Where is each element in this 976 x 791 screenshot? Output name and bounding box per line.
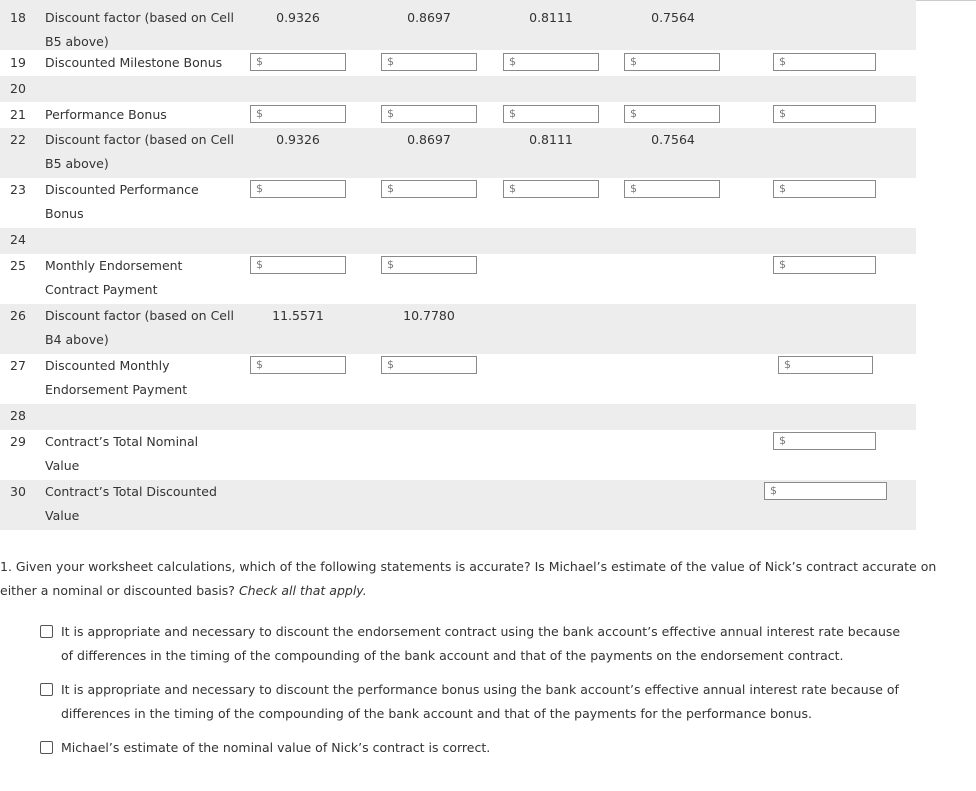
row-number: 19 — [10, 55, 26, 70]
table-row — [0, 0, 916, 50]
amount-input[interactable]: $ — [773, 180, 876, 198]
amount-input[interactable]: $ — [250, 180, 346, 198]
amount-input[interactable]: $ — [250, 53, 346, 71]
row-number: 29 — [10, 434, 26, 449]
question-instruction: Check all that apply. — [238, 583, 367, 598]
table-row — [0, 102, 916, 128]
row-number: 27 — [10, 358, 26, 373]
option-nominal-estimate[interactable] — [40, 736, 920, 760]
row-label: Performance Bonus — [45, 107, 167, 122]
amount-input[interactable]: $ — [503, 105, 599, 123]
amount-input[interactable]: $ — [250, 356, 346, 374]
amount-input[interactable]: $ — [624, 105, 720, 123]
table-row — [0, 76, 916, 102]
amount-input[interactable]: $ — [778, 356, 873, 374]
table-row — [0, 50, 916, 76]
table-row — [0, 480, 916, 530]
checkbox[interactable] — [40, 683, 53, 696]
table-row — [0, 354, 916, 404]
row-number: 28 — [10, 408, 26, 423]
amount-input[interactable]: $ — [250, 105, 346, 123]
row-number: 23 — [10, 182, 26, 197]
discount-factor-value: 0.8697 — [407, 132, 451, 147]
amount-input[interactable]: $ — [764, 482, 887, 500]
discount-factor-value: 0.7564 — [651, 10, 695, 25]
table-row — [0, 128, 916, 178]
row-label: Discounted Monthly Endorsement Payment — [45, 358, 188, 397]
amount-input[interactable]: $ — [381, 180, 477, 198]
row-label: Contract’s Total Nominal Value — [45, 434, 199, 473]
option-text: It is appropriate and necessary to discount the endorsement contract using the bank account’s effective annual interest rate because of differences in the timing of the compounding of the bank account and that of the payments on the endorsement contract. — [61, 624, 901, 663]
row-label: Discount factor (based on Cell B5 above) — [45, 10, 234, 49]
amount-input[interactable]: $ — [624, 53, 720, 71]
row-number: 18 — [10, 10, 26, 25]
row-label: Discounted Milestone Bonus — [45, 55, 223, 70]
option-text: It is appropriate and necessary to discount the performance bonus using the bank account’s effective annual interest rate because of differences in the timing of the compounding of the bank account and that of the payments for the performance bonus. — [61, 682, 899, 721]
amount-input[interactable]: $ — [773, 256, 876, 274]
amount-input[interactable]: $ — [381, 256, 477, 274]
question-text: 1. Given your worksheet calculations, which of the following statements is accurate? Is Michael’s estimate of the value of Nick’s contract accurate on either a nominal or discounted basis? — [0, 559, 937, 598]
discount-factor-value: 0.8697 — [407, 10, 451, 25]
question-prompt — [0, 555, 960, 603]
amount-input[interactable]: $ — [381, 53, 477, 71]
discount-factor-value: 10.7780 — [403, 308, 455, 323]
discount-factor-value: 0.7564 — [651, 132, 695, 147]
table-row — [0, 404, 916, 430]
amount-input[interactable]: $ — [503, 180, 599, 198]
table-row — [0, 228, 916, 254]
discount-factor-value: 11.5571 — [272, 308, 324, 323]
row-label: Discount factor (based on Cell B4 above) — [45, 308, 234, 347]
amount-input[interactable]: $ — [773, 53, 876, 71]
amount-input[interactable]: $ — [624, 180, 720, 198]
table-row — [0, 178, 916, 228]
discount-factor-value: 0.8111 — [529, 132, 573, 147]
table-row — [0, 254, 916, 304]
row-number: 21 — [10, 107, 26, 122]
row-number: 25 — [10, 258, 26, 273]
amount-input[interactable]: $ — [250, 256, 346, 274]
amount-input[interactable]: $ — [773, 432, 876, 450]
discount-factor-value: 0.9326 — [276, 10, 320, 25]
option-endorsement-discount[interactable] — [40, 620, 920, 668]
row-label: Discounted Performance Bonus — [45, 182, 199, 221]
row-label: Contract’s Total Discounted Value — [45, 484, 217, 523]
option-performance-discount[interactable] — [40, 678, 920, 726]
amount-input[interactable]: $ — [503, 53, 599, 71]
option-text: Michael’s estimate of the nominal value of Nick’s contract is correct. — [61, 740, 491, 755]
table-row — [0, 304, 916, 354]
row-number: 30 — [10, 484, 26, 499]
row-number: 22 — [10, 132, 26, 147]
amount-input[interactable]: $ — [381, 105, 477, 123]
row-number: 24 — [10, 232, 26, 247]
amount-input[interactable]: $ — [381, 356, 477, 374]
amount-input[interactable]: $ — [773, 105, 876, 123]
table-row — [0, 430, 916, 480]
discount-factor-value: 0.9326 — [276, 132, 320, 147]
row-label: Monthly Endorsement Contract Payment — [45, 258, 183, 297]
discount-factor-value: 0.8111 — [529, 10, 573, 25]
row-number: 20 — [10, 81, 26, 96]
divider — [916, 0, 976, 1]
row-label: Discount factor (based on Cell B5 above) — [45, 132, 234, 171]
checkbox[interactable] — [40, 741, 53, 754]
checkbox[interactable] — [40, 625, 53, 638]
row-number: 26 — [10, 308, 26, 323]
